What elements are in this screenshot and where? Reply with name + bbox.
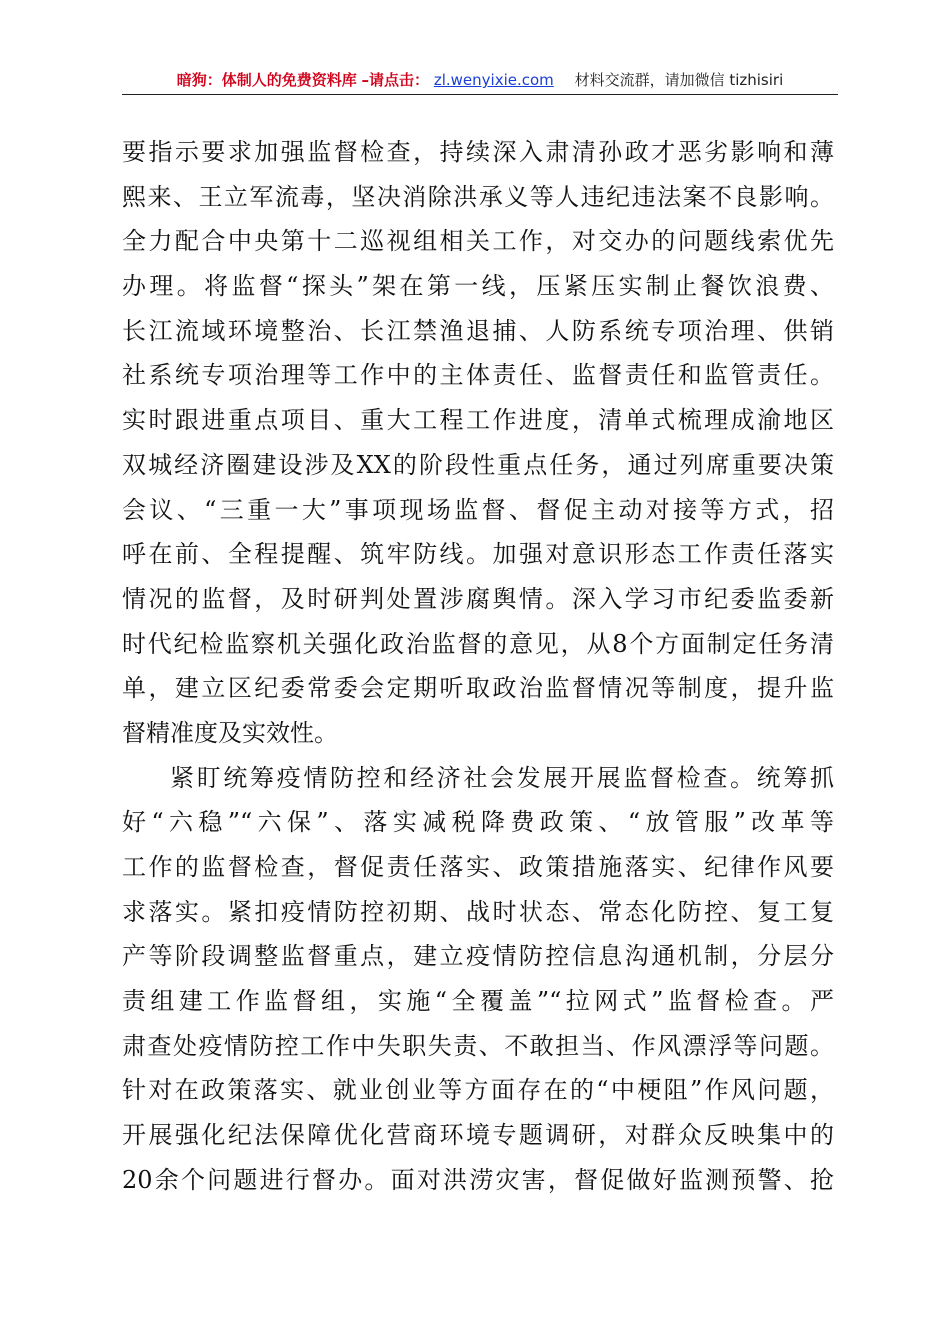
text-line: 实时跟进重点项目、重大工程工作进度，清单式梳理成渝地区 xyxy=(122,406,834,435)
page-header xyxy=(122,66,838,95)
header-prompt: –请点击： xyxy=(361,71,430,89)
text-line: 督精准度及实效性。 xyxy=(122,718,338,747)
document-body xyxy=(122,130,834,1203)
text-line: 会议、“三重一大”事项现场监督、督促主动对接等方式，招 xyxy=(122,495,834,524)
text-line: 20余个问题进行督办。面对洪涝灾害，督促做好监测预警、抢 xyxy=(122,1165,834,1194)
paragraph-2 xyxy=(122,756,834,1203)
text-line: 双城经济圈建设涉及XX的阶段性重点任务，通过列席重要决策 xyxy=(122,450,834,479)
paragraph-1 xyxy=(122,130,834,756)
text-line: 全力配合中央第十二巡视组相关工作，对交办的问题线索优先 xyxy=(122,227,834,256)
text-line: 好“六稳”“六保”、落实减税降费政策、“放管服”改革等 xyxy=(122,808,834,837)
text-line: 情况的监督，及时研判处置涉腐舆情。深入学习市纪委监委新 xyxy=(122,584,834,613)
text-line: 要指示要求加强监督检查，持续深入肃清孙政才恶劣影响和薄 xyxy=(122,138,834,166)
text-line: 时代纪检监察机关强化政治监督的意见，从8个方面制定任务清 xyxy=(122,629,834,658)
text-line: 肃查处疫情防控工作中失职失责、不敢担当、作风漂浮等问题。 xyxy=(122,1031,834,1060)
header-link[interactable]: zl.wenyixie.com xyxy=(433,71,554,89)
text-line: 办理。将监督“探头”架在第一线，压紧压实制止餐饮浪费、 xyxy=(122,272,834,301)
text-line: 呼在前、全程提醒、筑牢防线。加强对意识形态工作责任落实 xyxy=(122,540,834,569)
text-line: 针对在政策落实、就业创业等方面存在的“中梗阻”作风问题， xyxy=(122,1076,834,1105)
text-line: 社系统专项治理等工作中的主体责任、监督责任和监管责任。 xyxy=(122,361,834,390)
text-line: 长江流域环境整治、长江禁渔退捕、人防系统专项治理、供销 xyxy=(122,316,834,345)
text-line: 开展强化纪法保障优化营商环境专题调研，对群众反映集中的 xyxy=(122,1121,834,1150)
text-line: 熙来、王立军流毒，坚决消除洪承义等人违纪违法案不良影响。 xyxy=(122,182,834,211)
header-note: 材料交流群，请加微信 tizhisiri xyxy=(574,71,784,89)
text-line: 紧盯统筹疫情防控和经济社会发展开展监督检查。统筹抓 xyxy=(170,763,834,792)
text-line: 责组建工作监督组，实施“全覆盖”“拉网式”监督检查。严 xyxy=(122,987,834,1016)
header-brand: 暗狗：体制人的免费资料库 xyxy=(176,71,357,89)
text-line: 产等阶段调整监督重点，建立疫情防控信息沟通机制，分层分 xyxy=(122,942,834,971)
text-line: 单，建立区纪委常委会定期听取政治监督情况等制度，提升监 xyxy=(122,674,834,703)
text-line: 工作的监督检查，督促责任落实、政策措施落实、纪律作风要 xyxy=(122,853,834,881)
text-line: 求落实。紧扣疫情防控初期、战时状态、常态化防控、复工复 xyxy=(122,897,834,926)
